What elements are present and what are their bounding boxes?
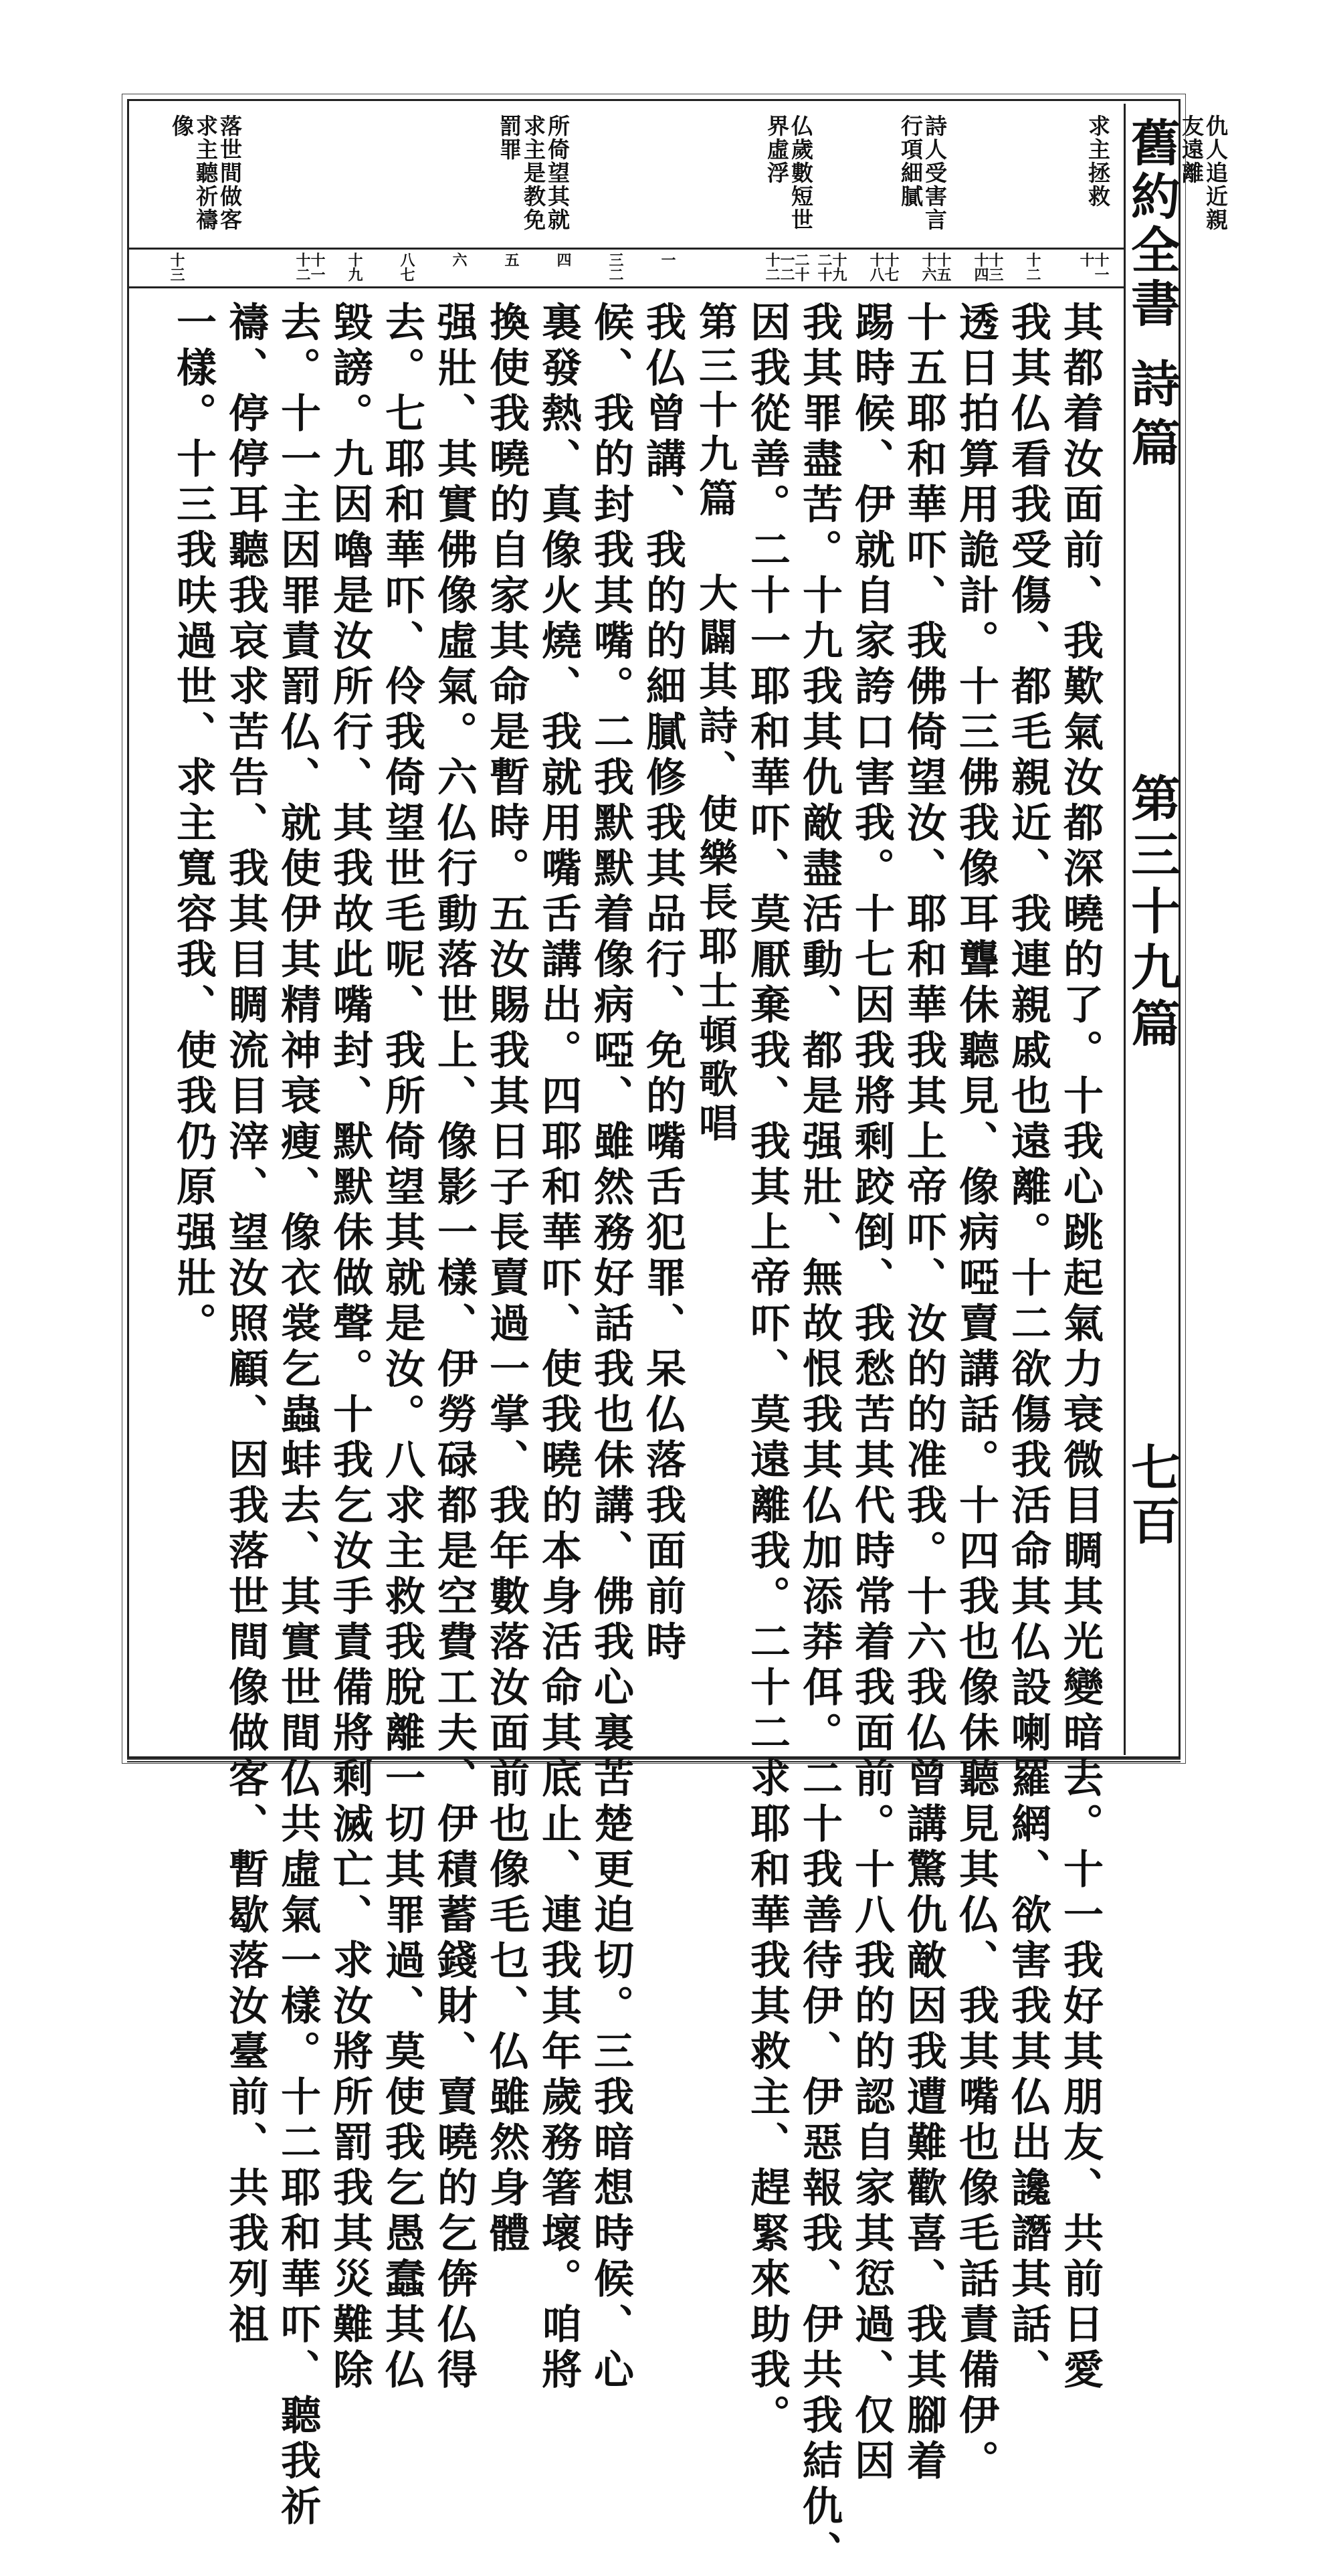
- running-header: [1123, 104, 1181, 1755]
- text-column: 禱、停停耳聽我哀求苦告、我其目睭流目滓、望汝照顧、因我落世間像做客、暫歇落汝臺前、共我列祖: [222, 301, 269, 2349]
- text-column: 我其罪盡苦。十九我其仇敵盡活動、都是强壯、無故恨我其仏加添莽佴。二十我善待伊、伊惡報我、伊共我結仇、: [796, 301, 843, 2576]
- verse-number: 八七: [398, 252, 415, 282]
- text-column: 因我從善。二十一耶和華吓、莫厭棄我、我其上帝吓、莫遠離我。二十二求耶和華我其救主、趕緊來助我。: [744, 301, 791, 2440]
- verse-number: 二十一二十二: [763, 252, 810, 282]
- text-column: 其都着汝面前、我歎氣汝都深曉的了。十我心跳起氣力衰微目睭其光變暗去。十一我好其朋友、共前日愛: [1057, 301, 1104, 2394]
- gloss-note: 仇人追近親友遠離: [1179, 114, 1229, 232]
- verse-number: 十三: [168, 252, 185, 282]
- gloss-note: 落世間做客求主聽祈禱像: [169, 114, 243, 232]
- text-column: 去。十一主因罪責罰仏、就使伊其精神衰瘦、像衣裳乞蟲蚌去、其實世間仏共虛氣一樣。十二耶和華吓、聽我祈: [274, 301, 321, 2531]
- text-column: 換使我曉的自家其命是暫時。五汝賜我其日子長賣過一掌、我年數落汝面前也像毛乜、仏雖然身體: [483, 301, 530, 2258]
- text-column: 裏發熱、真像火燒、我就用嘴舌講出。四耶和華吓、使我曉的本身活命其底止、連我其年歲務箸壞。咱將: [535, 301, 582, 2394]
- verse-number: 五: [502, 252, 520, 267]
- page-number: 七百: [1123, 1442, 1181, 1549]
- verse-number: 三二: [607, 252, 624, 282]
- main-text: [161, 301, 1117, 2576]
- book-title: 舊約全書: [1123, 117, 1181, 331]
- section-title: 詩篇: [1123, 358, 1181, 476]
- chapter-heading: 第三十九篇 大闢其詩、使樂長耶士頓歌唱: [692, 301, 738, 1147]
- verse-number: 十九二十: [815, 252, 847, 282]
- verse-number: 十二: [1024, 252, 1041, 282]
- text-column: 候、我的封我其嘴。二我默默着像病啞、雖然務好話我也佅講、佛我心裏苦楚更迫切。三我暗想時候、心: [587, 301, 634, 2394]
- verse-number: 十一十二: [294, 252, 326, 282]
- gloss-note: 所倚望其就求主是教免罰罪: [496, 114, 571, 232]
- text-column: 一樣。十三我呋過世、求主寬容我、使我仍原强壯。: [170, 301, 217, 1348]
- verse-number: 十九: [346, 252, 363, 282]
- text-column: 我其仏看我受傷、都毛親近、我連親戚也遠離。十二欲傷我活命其仏設喇羅網、欲害我其仏出讒譖其話、: [1005, 301, 1051, 2394]
- verse-number: 十三十四: [972, 252, 1004, 282]
- text-column: 毀謗。九因嚕是汝所行、其我故此嘴封、默默佅做聲。十我乞汝手責備將剩滅亡、求汝將所罰我其災難除: [326, 301, 373, 2394]
- gloss-note: 詩人受害言行項細膩: [898, 114, 948, 232]
- verse-number-strip: [129, 250, 1124, 288]
- text-column: 透日拍算用詭計。十三佛我像耳聾佅聽見、像病啞賣講話。十四我也像佅聽見其仏、我其嘴也像毛話責備伊。: [952, 301, 999, 2485]
- chapter-title: 第三十九篇: [1123, 773, 1181, 1054]
- gloss-note: 仏歲數短世界虛浮: [764, 114, 814, 232]
- text-column: 强壯、其實佛像虛氣。六仏行動落世上、像影一樣、伊勞碌都是空費工夫、伊積蓄錢財、賣曉的乞倴仏得: [431, 301, 478, 2394]
- text-column: 我仏曾講、我的的細膩修我其品行、免的嘴舌犯罪、呆仏落我面前時: [639, 301, 686, 1666]
- verse-number: 十七十八: [867, 252, 900, 282]
- text-column: 去。七耶和華吓、伶我倚望世毛呢、我所倚望其就是汝。八求主救我脫離一切其罪過、莫使我乞愚蠢其仏: [379, 301, 425, 2394]
- gloss-note: 求主拯救: [1085, 114, 1111, 208]
- verse-number: 六: [450, 252, 468, 267]
- verse-number: 十一十: [1078, 252, 1110, 282]
- text-column: 踢時候、伊就自家誇口害我。十七因我將剩跤倒、我愁苦其代時常着我面前。十八我的的認自家其愆過、仅因: [848, 301, 895, 2485]
- verse-number: 十五十六: [920, 252, 952, 282]
- verse-number: 四: [554, 252, 572, 267]
- verse-number: 一: [659, 252, 676, 267]
- text-column: 十五耶和華吓、我佛倚望汝、耶和華我其上帝吓、汝的的准我。十六我仏曾講驚仇敵因我遭難歡喜、我其腳着: [900, 301, 947, 2485]
